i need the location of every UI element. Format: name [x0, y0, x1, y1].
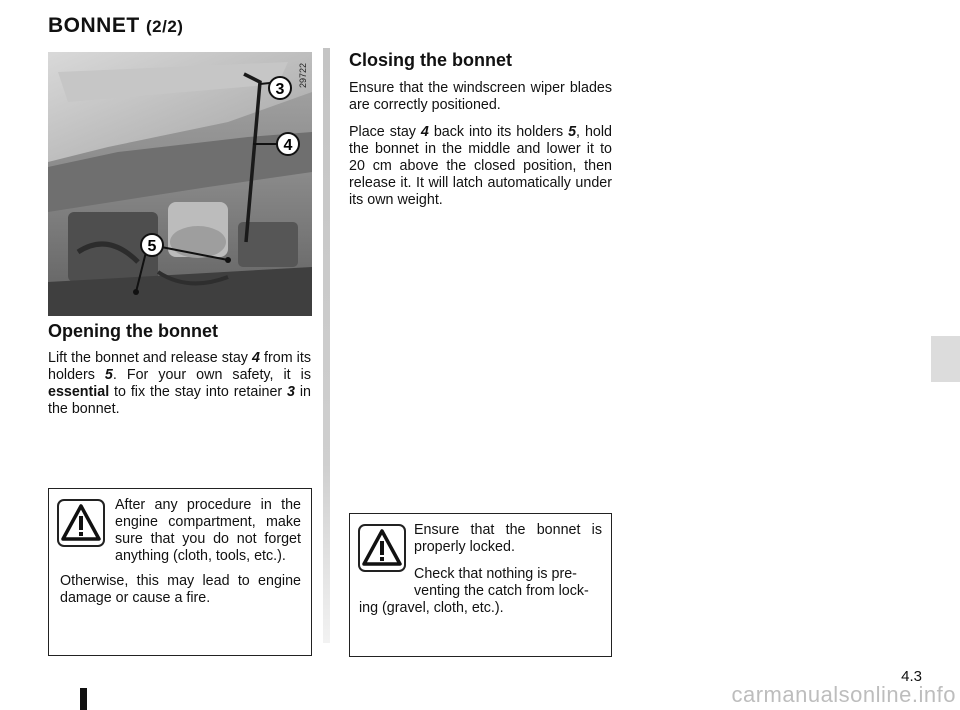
- engine-bay-illustration: [48, 52, 312, 316]
- callout-3-label: 3: [275, 81, 285, 98]
- callout-5: [141, 234, 163, 256]
- warning-box-bonnet: [349, 513, 612, 657]
- title-text: BONNET: [48, 14, 140, 37]
- opening-text: [48, 350, 311, 428]
- opening-paragraph: Lift the bonnet and release stay 4 from its holders 5. For your own safety, it is essential to fix the stay into retainer 3 in the bonnet.: [48, 350, 311, 417]
- callout-4-label: 4: [283, 137, 293, 154]
- closing-paragraph-2: Place stay 4 back into its holders 5, hold the bonnet in the middle and lower it to 20 cm above the closed position, then release it. It will latch automatically under its own weight.: [349, 124, 612, 208]
- warning-bonnet-para-1: Ensure that the bonnet is properly locked.: [414, 522, 602, 555]
- warning-bonnet-para-2c: ing (gravel, cloth, etc.).: [359, 600, 504, 616]
- figure-id-code: 29722: [298, 62, 308, 88]
- closing-heading: Closing the bonnet: [349, 50, 512, 70]
- warning-box-engine: [48, 488, 312, 656]
- page-title: [48, 14, 183, 38]
- warning-engine-para-1: After any procedure in the engine compartment, make sure that you do not forget anything (cloth, tools, etc.).: [115, 497, 301, 564]
- column-divider: [323, 48, 330, 643]
- warning-triangle-icon: [358, 524, 406, 572]
- warning-bonnet-para-2b: venting the catch from lock-: [414, 583, 589, 599]
- callout-5-label: 5: [147, 238, 157, 255]
- warning-engine-para-2: Otherwise, this may lead to engine damage or cause a fire.: [60, 573, 301, 606]
- closing-text: [349, 80, 612, 219]
- title-page-indicator: (2/2): [146, 17, 184, 36]
- closing-paragraph-1: Ensure that the windscreen wiper blades are correctly positioned.: [349, 80, 612, 113]
- watermark-text: carmanualsonline.info: [731, 682, 956, 707]
- warning-bonnet-para-2a: Check that nothing is pre-: [414, 566, 577, 582]
- engine-bay-photo: [48, 52, 312, 316]
- opening-heading: Opening the bonnet: [48, 321, 218, 341]
- chapter-side-tab: [931, 336, 960, 382]
- callout-4: [277, 133, 299, 155]
- callout-3: [269, 77, 291, 99]
- page-number: 4.3: [901, 668, 922, 685]
- warning-triangle-icon: [57, 499, 105, 547]
- corner-crop-mark: [80, 688, 87, 710]
